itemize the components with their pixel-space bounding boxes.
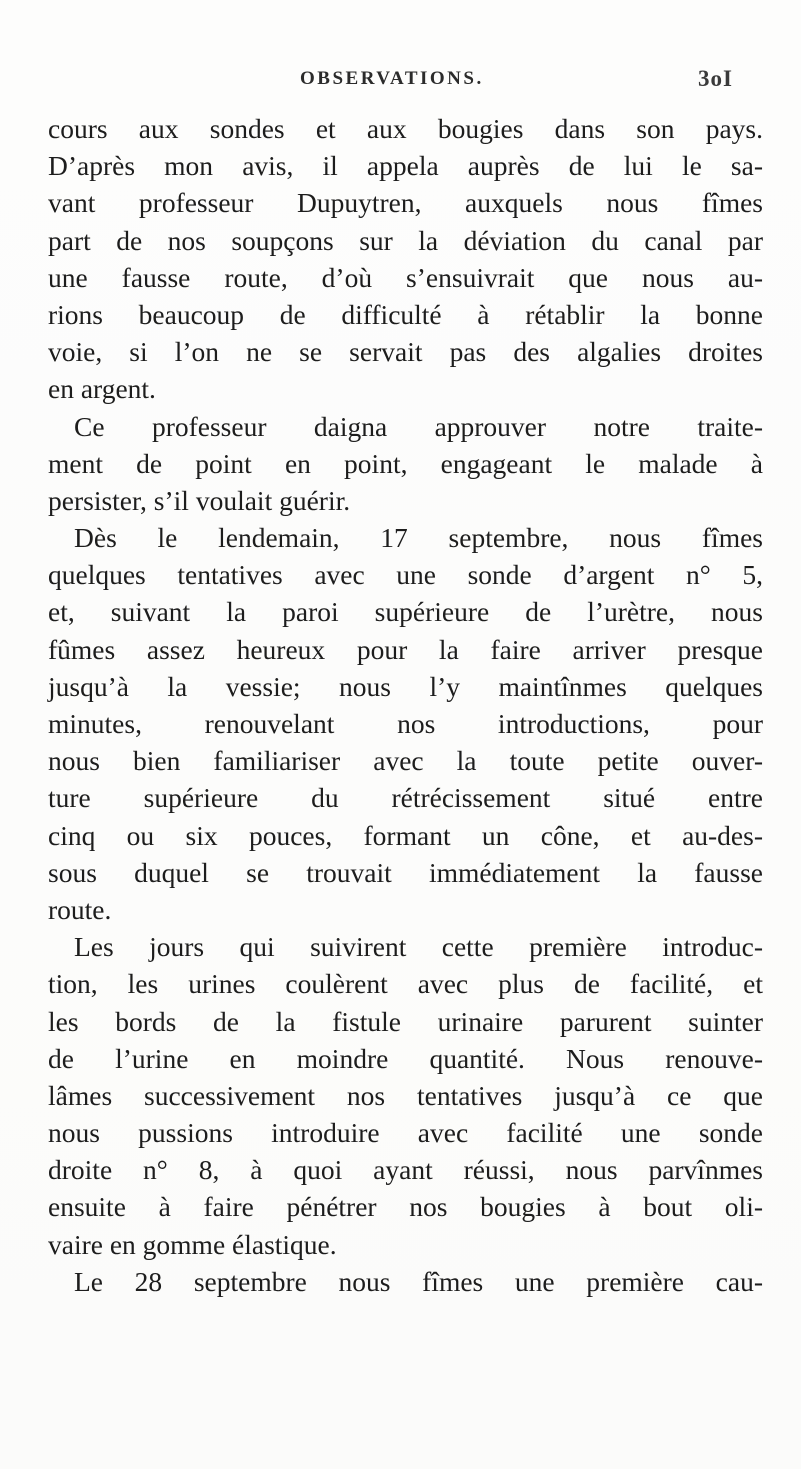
text-line: nous pussions introduire avec facilité une sonde [48,1117,763,1149]
text-line: de l’urine en moindre quantité. Nous renouve- [48,1042,763,1074]
text-line: minutes, renouvelant nos introductions, pour [48,708,763,739]
text-line: jusqu’à la vessie; nous l’y maintînmes quelques [48,670,763,702]
text-line: vaire en gomme élastique. [48,1228,337,1260]
paragraph-start-line: Les jours qui suivirent cette première introduc- [74,931,763,963]
page-header [0,68,801,108]
text-line: tion, les urines coulèrent avec plus de facilité, et [48,968,763,1000]
text-line: ture supérieure du rétrécissement situé entre [48,782,763,814]
paragraph-start-line: Dès le lendemain, 17 septembre, nous fîmes [74,522,763,554]
text-line: ment de point en point, engageant le malade à [48,447,763,479]
text-line: cours aux sondes et aux bougies dans son pays. [48,113,763,144]
text-line: voie, si l’on ne se servait pas des algalies droites [48,336,763,368]
text-line: en argent. [48,373,156,405]
text-line: les bords de la fistule urinaire parurent suinter [48,1005,763,1037]
text-line: persister, s’il voulait guérir. [48,484,351,516]
text-line: nous bien familiariser avec la toute petite ouver- [48,745,763,777]
paragraph-start-line: Le 28 septembre nous fîmes une première cau- [74,1265,763,1297]
text-line: et, suivant la paroi supérieure de l’urètre, nous [48,596,763,628]
text-line: fûmes assez heureux pour la faire arriver presque [48,633,763,665]
text-line: route. [48,893,112,925]
body-text [48,110,763,1300]
paragraph-start-line: Ce professeur daigna approuver notre traite- [74,410,763,442]
text-line: une fausse route, d’où s’ensuivrait que nous au- [48,261,763,293]
running-head: OBSERVATIONS. [300,68,484,89]
text-line: sous duquel se trouvait immédiatement la fausse [48,856,763,888]
text-line: droite n° 8, à quoi ayant réussi, nous parvînmes [48,1154,763,1186]
page-number: 3oI [698,66,733,91]
text-line: part de nos soupçons sur la déviation du canal par [48,224,763,256]
text-line: lâmes successivement nos tentatives jusqu’à ce que [48,1079,763,1111]
text-line: cinq ou six pouces, formant un cône, et au-des- [48,819,763,851]
text-line: vant professeur Dupuytren, auxquels nous fîmes [48,187,763,219]
text-line: D’après mon avis, il appela auprès de lui le sa- [48,150,763,182]
text-line: rions beaucoup de difficulté à rétablir la bonne [48,298,763,330]
text-line: quelques tentatives avec une sonde d’argent n° 5, [48,559,763,591]
text-line: ensuite à faire pénétrer nos bougies à bout oli- [48,1191,763,1223]
